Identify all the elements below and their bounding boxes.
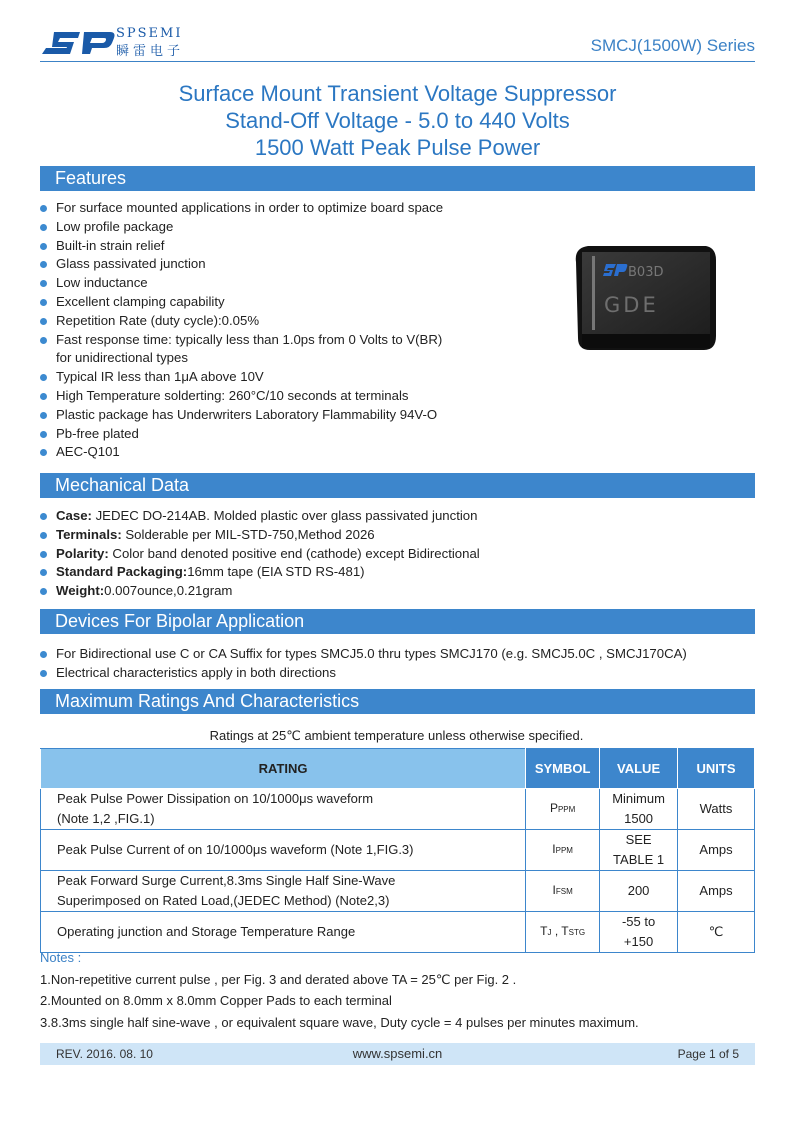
bipolar-heading: Devices For Bipolar Application bbox=[40, 609, 755, 634]
list-item: Plastic package has Underwriters Laboratory Flammability 94V-O bbox=[40, 406, 540, 425]
bullet-icon bbox=[40, 588, 47, 595]
features-heading: Features bbox=[40, 166, 755, 191]
rating-value: 200 bbox=[600, 871, 678, 912]
logo-text-en: SPSEMI bbox=[116, 26, 183, 41]
chip-code: GDE bbox=[604, 293, 659, 317]
rating-description: Peak Pulse Power Dissipation on 10/1000μs waveform (Note 1,2 ,FIG.1) bbox=[41, 789, 526, 830]
table-row bbox=[41, 912, 755, 953]
rating-units: Amps bbox=[678, 871, 755, 912]
column-header-symbol: SYMBOL bbox=[526, 749, 600, 789]
bullet-icon bbox=[40, 412, 47, 419]
bullet-icon bbox=[40, 374, 47, 381]
list-item: Excellent clamping capability bbox=[40, 293, 540, 312]
rating-symbol: IPPM bbox=[526, 830, 600, 871]
bullet-icon bbox=[40, 261, 47, 268]
list-item: Repetition Rate (duty cycle):0.05% bbox=[40, 312, 540, 331]
bullet-icon bbox=[40, 243, 47, 250]
rating-value: Minimum 1500 bbox=[600, 789, 678, 830]
list-item: Case: JEDEC DO-214AB. Molded plastic over glass passivated junction bbox=[40, 507, 755, 526]
bullet-icon bbox=[40, 280, 47, 287]
mechanical-heading: Mechanical Data bbox=[40, 473, 755, 498]
title-line-2: Stand-Off Voltage - 5.0 to 440 Volts bbox=[225, 108, 570, 133]
bullet-icon bbox=[40, 569, 47, 576]
note-3: 3.8.3ms single half sine-wave , or equivalent square wave, Duty cycle = 4 pulses per minutes maximum. bbox=[40, 1015, 639, 1030]
rating-description: Operating junction and Storage Temperature Range bbox=[41, 912, 526, 953]
mechanical-list bbox=[40, 507, 755, 601]
column-header-rating: RATING bbox=[41, 749, 526, 789]
series-label: SMCJ(1500W) Series bbox=[590, 36, 755, 55]
bullet-icon bbox=[40, 449, 47, 456]
bullet-icon bbox=[40, 299, 47, 306]
company-logo bbox=[40, 26, 210, 60]
table-row bbox=[41, 830, 755, 871]
rating-description: Peak Forward Surge Current,8.3ms Single Half Sine-Wave Superimposed on Rated Load,(JEDEC Method) (Note2,3) bbox=[41, 871, 526, 912]
page-header bbox=[40, 26, 755, 60]
list-item: Standard Packaging:16mm tape (EIA STD RS-481) bbox=[40, 563, 755, 582]
note-1: 1.Non-repetitive current pulse , per Fig. 3 and derated above TA = 25℃ per Fig. 2 . bbox=[40, 972, 517, 987]
rating-units: Amps bbox=[678, 830, 755, 871]
notes-title: Notes : bbox=[40, 950, 82, 965]
list-item: Electrical characteristics apply in both directions bbox=[40, 664, 755, 683]
smc-package-image bbox=[570, 240, 718, 360]
bullet-icon bbox=[40, 551, 47, 558]
bullet-icon bbox=[40, 670, 47, 677]
title-line-1: Surface Mount Transient Voltage Suppressor bbox=[178, 81, 617, 106]
rating-units: Watts bbox=[678, 789, 755, 830]
features-list bbox=[40, 199, 540, 462]
bullet-icon bbox=[40, 393, 47, 400]
table-header-row bbox=[41, 749, 755, 789]
ratings-table bbox=[40, 748, 755, 953]
list-item: Polarity: Color band denoted positive end (cathode) except Bidirectional bbox=[40, 545, 755, 564]
list-item: Weight:0.007ounce,0.21gram bbox=[40, 582, 755, 601]
bullet-icon bbox=[40, 224, 47, 231]
bullet-icon bbox=[40, 431, 47, 438]
list-item: Glass passivated junction bbox=[40, 255, 540, 274]
table-row bbox=[41, 789, 755, 830]
list-item: Low profile package bbox=[40, 218, 540, 237]
rating-value: -55 to +150 bbox=[600, 912, 678, 953]
bullet-icon bbox=[40, 318, 47, 325]
list-item: Built-in strain relief bbox=[40, 237, 540, 256]
bullet-icon bbox=[40, 337, 47, 344]
ratings-heading: Maximum Ratings And Characteristics bbox=[40, 689, 755, 714]
bullet-icon bbox=[40, 205, 47, 212]
header-divider bbox=[40, 61, 755, 62]
revision-date: REV. 2016. 08. 10 bbox=[56, 1047, 153, 1061]
bipolar-list bbox=[40, 645, 755, 683]
list-item: Fast response time: typically less than 1.0ps from 0 Volts to V(BR) for unidirectional types bbox=[40, 331, 540, 369]
list-item: Pb-free plated bbox=[40, 425, 540, 444]
logo-text-cn: 瞬雷电子 bbox=[116, 44, 185, 59]
page-footer bbox=[40, 1043, 755, 1065]
bullet-icon bbox=[40, 513, 47, 520]
note-2: 2.Mounted on 8.0mm x 8.0mm Copper Pads to each terminal bbox=[40, 993, 392, 1008]
table-row bbox=[41, 871, 755, 912]
title-line-3: 1500 Watt Peak Pulse Power bbox=[254, 135, 541, 160]
rating-description: Peak Pulse Current of on 10/1000μs waveform (Note 1,FIG.3) bbox=[41, 830, 526, 871]
list-item: Terminals: Solderable per MIL-STD-750,Method 2026 bbox=[40, 526, 755, 545]
rating-value: SEE TABLE 1 bbox=[600, 830, 678, 871]
website-link[interactable]: www.spsemi.cn bbox=[352, 1046, 443, 1061]
list-item: For surface mounted applications in order to optimize board space bbox=[40, 199, 540, 218]
document-title bbox=[40, 80, 755, 161]
list-item: Typical IR less than 1μA above 10V bbox=[40, 368, 540, 387]
rating-symbol: IFSM bbox=[526, 871, 600, 912]
sp-logo-icon bbox=[40, 28, 118, 58]
rating-units: ℃ bbox=[678, 912, 755, 953]
list-item: AEC-Q101 bbox=[40, 443, 540, 462]
list-item: High Temperature solderting: 260°C/10 seconds at terminals bbox=[40, 387, 540, 406]
column-header-units: UNITS bbox=[678, 749, 755, 789]
rating-symbol: TJ , TSTG bbox=[526, 912, 600, 953]
bullet-icon bbox=[40, 532, 47, 539]
ratings-condition-note: Ratings at 25℃ ambient temperature unless otherwise specified. bbox=[209, 728, 584, 743]
bullet-icon bbox=[40, 651, 47, 658]
list-item: For Bidirectional use C or CA Suffix for types SMCJ5.0 thru types SMCJ170 (e.g. SMCJ5.0C , SMCJ170CA) bbox=[40, 645, 755, 664]
chip-top-mark: B03D bbox=[628, 265, 664, 280]
list-item: Low inductance bbox=[40, 274, 540, 293]
column-header-value: VALUE bbox=[600, 749, 678, 789]
rating-symbol: PPPM bbox=[526, 789, 600, 830]
page-number: Page 1 of 5 bbox=[677, 1047, 739, 1061]
